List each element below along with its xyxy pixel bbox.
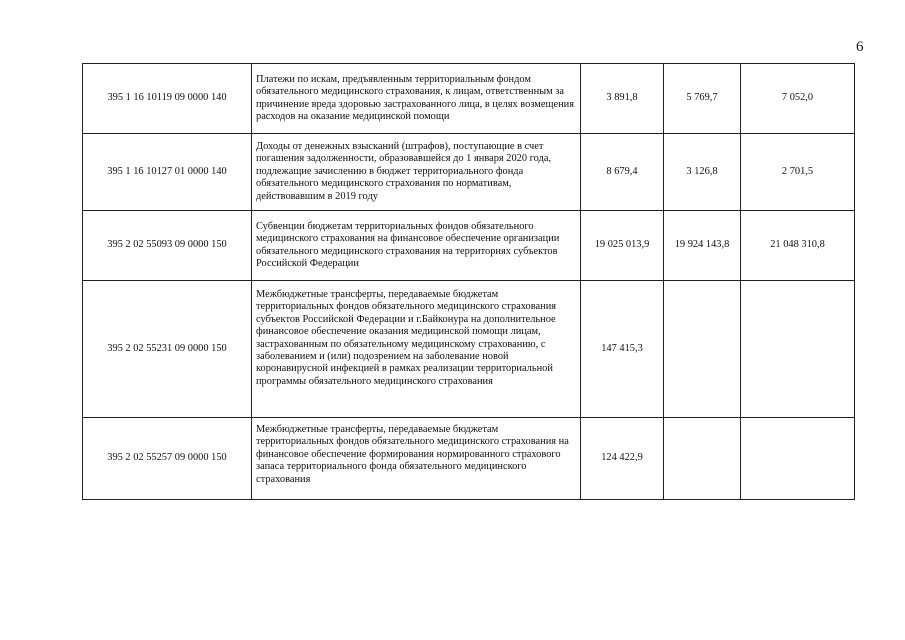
- amount-year-2-cell: [664, 281, 741, 418]
- revenue-name-cell: Межбюджетные трансферты, передаваемые бюджетам территориальных фондов обязательного медицинского страхования на финансовое обеспечение формирования нормированного страхового запаса территориального фонда обязательного медицинского страхования: [252, 418, 581, 500]
- table-row: [83, 418, 855, 500]
- amount-year-1-cell: 147 415,3: [581, 281, 664, 418]
- amount-year-1-cell: 8 679,4: [581, 134, 664, 211]
- revenue-name-cell: Межбюджетные трансферты, передаваемые бюджетам территориальных фондов обязательного медицинского страхования субъектов Российской Федерации и г.Байконура на дополнительное финансовое обеспечение оказания медицинской помощи лицам, застрахованным по обязательному медицинскому страхованию, с заболеванием и (или) подозрением на заболевание новой коронавирусной инфекцией в рамках реализации территориальной программы обязательного медицинского страхования: [252, 281, 581, 418]
- budget-code-cell: 395 1 16 10119 09 0000 140: [83, 64, 252, 134]
- amount-year-2-cell: 19 924 143,8: [664, 211, 741, 281]
- revenue-name-cell: Платежи по искам, предъявленным территориальным фондом обязательного медицинского страхования, к лицам, ответственным за причинение вреда здоровью застрахованного лица, в целях возмещения расходов на оказание медицинской помощи: [252, 64, 581, 134]
- table-row: [83, 64, 855, 134]
- table-row: [83, 281, 855, 418]
- revenue-table: [82, 63, 855, 500]
- amount-year-3-cell: [741, 418, 855, 500]
- amount-year-3-cell: 7 052,0: [741, 64, 855, 134]
- amount-year-3-cell: 21 048 310,8: [741, 211, 855, 281]
- budget-code-cell: 395 2 02 55257 09 0000 150: [83, 418, 252, 500]
- amount-year-2-cell: [664, 418, 741, 500]
- table-row: [83, 134, 855, 211]
- table-row: [83, 211, 855, 281]
- amount-year-3-cell: [741, 281, 855, 418]
- page-number: 6: [856, 39, 864, 55]
- amount-year-2-cell: 3 126,8: [664, 134, 741, 211]
- revenue-name-cell: Доходы от денежных взысканий (штрафов), поступающие в счет погашения задолженности, образовавшейся до 1 января 2020 года, подлежащие зачислению в бюджет территориального фонда обязательного медицинского страхования по нормативам, действовавшим в 2019 году: [252, 134, 581, 211]
- amount-year-1-cell: 124 422,9: [581, 418, 664, 500]
- budget-code-cell: 395 2 02 55231 09 0000 150: [83, 281, 252, 418]
- budget-code-cell: 395 1 16 10127 01 0000 140: [83, 134, 252, 211]
- budget-code-cell: 395 2 02 55093 09 0000 150: [83, 211, 252, 281]
- amount-year-2-cell: 5 769,7: [664, 64, 741, 134]
- amount-year-3-cell: 2 701,5: [741, 134, 855, 211]
- revenue-name-cell: Субвенции бюджетам территориальных фондов обязательного медицинского страхования на финансовое обеспечение организации обязательного медицинского страхования на территориях субъектов Российской Федерации: [252, 211, 581, 281]
- amount-year-1-cell: 3 891,8: [581, 64, 664, 134]
- amount-year-1-cell: 19 025 013,9: [581, 211, 664, 281]
